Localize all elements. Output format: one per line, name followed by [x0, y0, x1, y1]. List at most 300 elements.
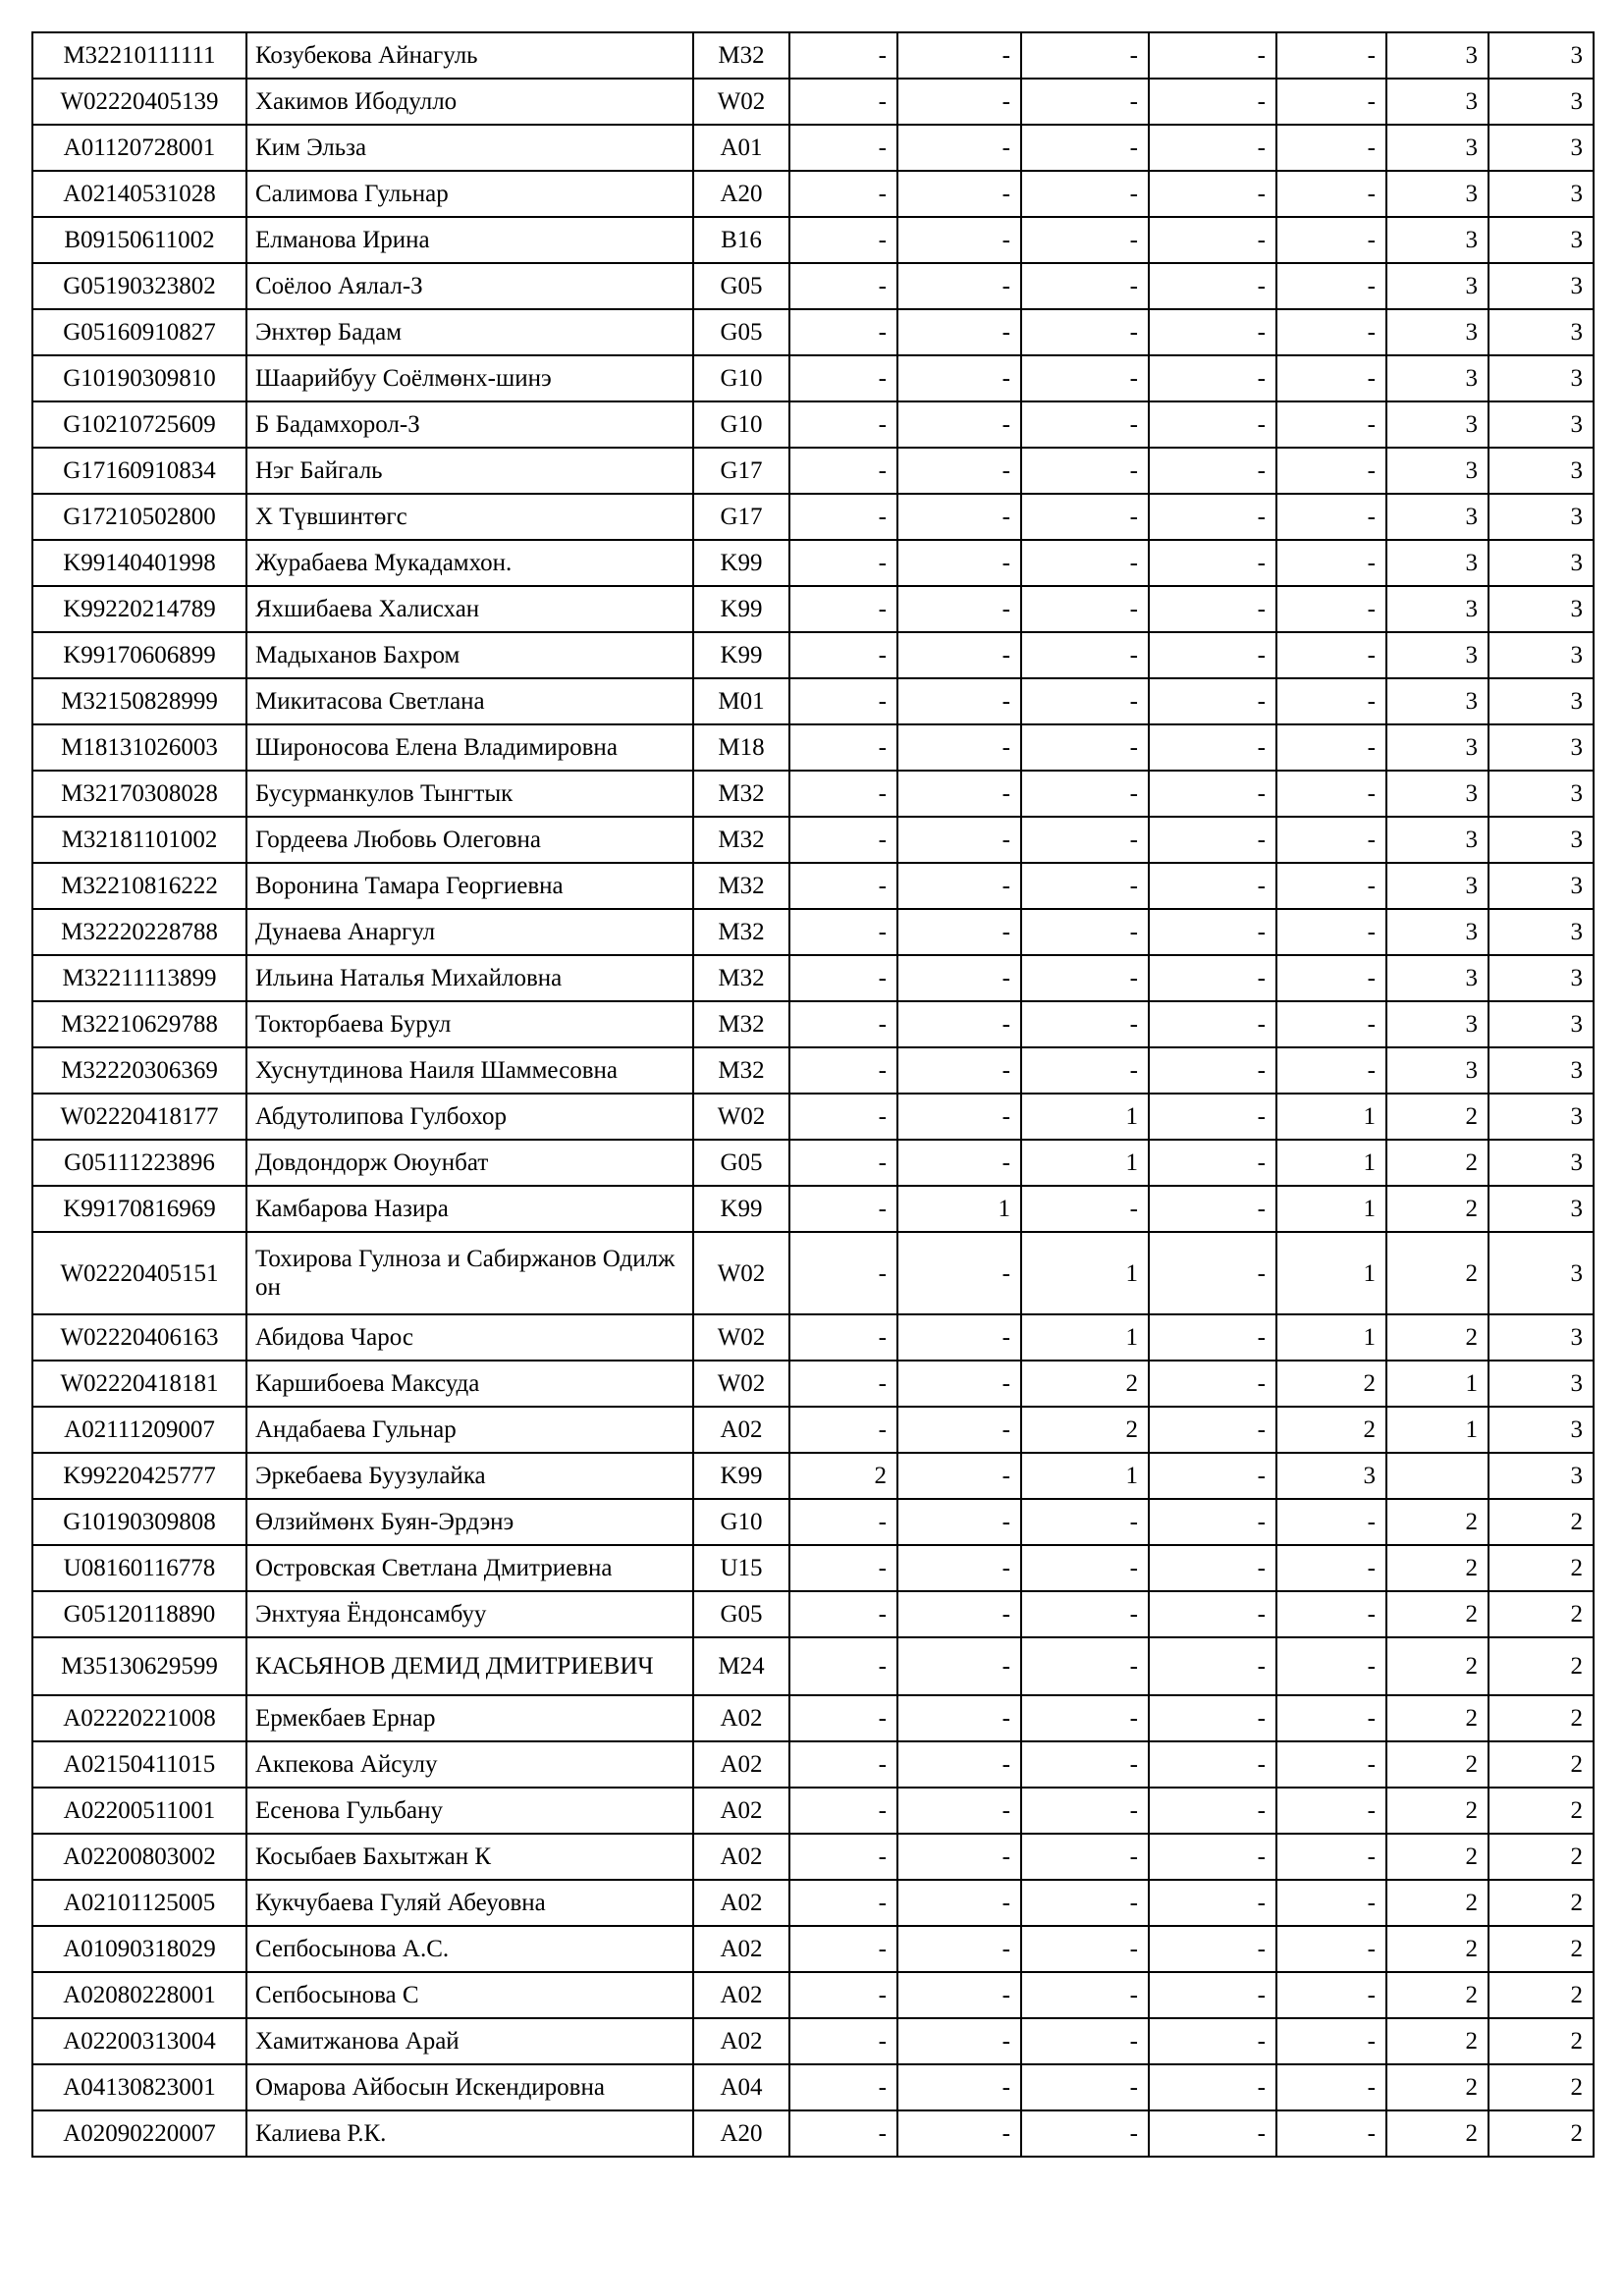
participant-id-cell: A02090220007	[32, 2110, 246, 2157]
participant-name-cell: Абдутолипова Гулбохор	[246, 1094, 693, 1140]
value-cell-1: -	[789, 2110, 897, 2157]
value-cell-1: -	[789, 1140, 897, 1186]
value-cell-3: -	[1021, 863, 1149, 909]
value-cell-3: -	[1021, 309, 1149, 355]
table-row	[32, 1545, 1594, 1591]
category-code-cell: A02	[693, 1695, 789, 1741]
category-code-cell: W02	[693, 79, 789, 125]
table-row	[32, 2064, 1594, 2110]
value-cell-7: 3	[1489, 355, 1594, 401]
value-cell-7: 3	[1489, 724, 1594, 771]
category-code-cell: W02	[693, 1361, 789, 1407]
participants-table	[31, 31, 1595, 2158]
value-cell-1: -	[789, 1926, 897, 1972]
category-code-cell: K99	[693, 586, 789, 632]
participant-id-cell: G10190309810	[32, 355, 246, 401]
value-cell-5: -	[1276, 909, 1386, 955]
value-cell-2: -	[897, 32, 1021, 79]
value-cell-7: 2	[1489, 2064, 1594, 2110]
value-cell-5: -	[1276, 1695, 1386, 1741]
value-cell-4: -	[1149, 2064, 1276, 2110]
value-cell-5: -	[1276, 771, 1386, 817]
participant-name-cell: Каршибоева Максуда	[246, 1361, 693, 1407]
value-cell-1: -	[789, 1972, 897, 2018]
value-cell-6: 1	[1386, 1361, 1489, 1407]
value-cell-4: -	[1149, 355, 1276, 401]
value-cell-7: 2	[1489, 1637, 1594, 1695]
value-cell-6: 2	[1386, 1314, 1489, 1361]
value-cell-7: 3	[1489, 32, 1594, 79]
value-cell-2: -	[897, 263, 1021, 309]
table-row	[32, 1001, 1594, 1047]
value-cell-2: -	[897, 1637, 1021, 1695]
value-cell-1: -	[789, 586, 897, 632]
value-cell-6: 2	[1386, 1186, 1489, 1232]
value-cell-7: 3	[1489, 586, 1594, 632]
value-cell-2: -	[897, 355, 1021, 401]
value-cell-4: -	[1149, 1453, 1276, 1499]
value-cell-5: -	[1276, 1499, 1386, 1545]
value-cell-6: 2	[1386, 1741, 1489, 1788]
value-cell-4: -	[1149, 1314, 1276, 1361]
value-cell-5: -	[1276, 2110, 1386, 2157]
value-cell-1: -	[789, 1880, 897, 1926]
value-cell-4: -	[1149, 1001, 1276, 1047]
value-cell-7: 2	[1489, 1834, 1594, 1880]
value-cell-3: -	[1021, 1545, 1149, 1591]
category-code-cell: A02	[693, 1880, 789, 1926]
value-cell-5: -	[1276, 401, 1386, 448]
value-cell-3: 1	[1021, 1453, 1149, 1499]
table-row	[32, 1834, 1594, 1880]
category-code-cell: A20	[693, 171, 789, 217]
value-cell-1: -	[789, 1788, 897, 1834]
value-cell-3: -	[1021, 1834, 1149, 1880]
value-cell-5: -	[1276, 448, 1386, 494]
participant-name-cell: Салимова Гульнар	[246, 171, 693, 217]
value-cell-5: -	[1276, 79, 1386, 125]
participant-name-cell: Акпекова Айсулу	[246, 1741, 693, 1788]
value-cell-6: 2	[1386, 2110, 1489, 2157]
value-cell-4: -	[1149, 494, 1276, 540]
value-cell-7: 3	[1489, 79, 1594, 125]
value-cell-7: 2	[1489, 1788, 1594, 1834]
value-cell-3: -	[1021, 1591, 1149, 1637]
participant-id-cell: M18131026003	[32, 724, 246, 771]
value-cell-7: 3	[1489, 217, 1594, 263]
value-cell-4: -	[1149, 125, 1276, 171]
value-cell-3: -	[1021, 171, 1149, 217]
value-cell-3: -	[1021, 632, 1149, 678]
participant-id-cell: A01120728001	[32, 125, 246, 171]
value-cell-7: 2	[1489, 2110, 1594, 2157]
value-cell-2: -	[897, 1140, 1021, 1186]
value-cell-1: -	[789, 724, 897, 771]
value-cell-3: -	[1021, 1788, 1149, 1834]
value-cell-5: -	[1276, 1001, 1386, 1047]
category-code-cell: W02	[693, 1094, 789, 1140]
category-code-cell: M32	[693, 1001, 789, 1047]
table-row	[32, 125, 1594, 171]
value-cell-2: -	[897, 1695, 1021, 1741]
value-cell-2: -	[897, 1926, 1021, 1972]
value-cell-2: -	[897, 448, 1021, 494]
value-cell-6: 3	[1386, 263, 1489, 309]
participant-id-cell: M32210816222	[32, 863, 246, 909]
table-row	[32, 1788, 1594, 1834]
table-row	[32, 1591, 1594, 1637]
table-row	[32, 1047, 1594, 1094]
participant-id-cell: G05190323802	[32, 263, 246, 309]
table-row	[32, 586, 1594, 632]
table-row	[32, 355, 1594, 401]
value-cell-2: -	[897, 1047, 1021, 1094]
category-code-cell: W02	[693, 1232, 789, 1314]
value-cell-7: 3	[1489, 401, 1594, 448]
value-cell-1: -	[789, 2018, 897, 2064]
value-cell-5: -	[1276, 817, 1386, 863]
value-cell-6: 3	[1386, 448, 1489, 494]
value-cell-2: -	[897, 1880, 1021, 1926]
value-cell-7: 3	[1489, 171, 1594, 217]
value-cell-4: -	[1149, 1186, 1276, 1232]
value-cell-1: -	[789, 1741, 897, 1788]
participant-name-cell: Микитасова Светлана	[246, 678, 693, 724]
category-code-cell: A02	[693, 1741, 789, 1788]
category-code-cell: G05	[693, 1591, 789, 1637]
value-cell-1: -	[789, 125, 897, 171]
category-code-cell: M32	[693, 32, 789, 79]
value-cell-2: -	[897, 309, 1021, 355]
value-cell-2: -	[897, 863, 1021, 909]
participant-id-cell: A02200803002	[32, 1834, 246, 1880]
value-cell-5: -	[1276, 955, 1386, 1001]
value-cell-4: -	[1149, 401, 1276, 448]
participant-id-cell: A02101125005	[32, 1880, 246, 1926]
value-cell-3: 2	[1021, 1361, 1149, 1407]
value-cell-4: -	[1149, 1047, 1276, 1094]
value-cell-2: -	[897, 955, 1021, 1001]
value-cell-1: -	[789, 2064, 897, 2110]
value-cell-5: 1	[1276, 1314, 1386, 1361]
category-code-cell: G05	[693, 309, 789, 355]
value-cell-1: -	[789, 1637, 897, 1695]
table-row	[32, 1741, 1594, 1788]
participant-name-cell: Шаарийбуу Соёлмөнх-шинэ	[246, 355, 693, 401]
value-cell-1: -	[789, 1407, 897, 1453]
participant-name-cell: Елманова Ирина	[246, 217, 693, 263]
participant-name-cell: Косыбаев Бахытжан К	[246, 1834, 693, 1880]
value-cell-2: -	[897, 1232, 1021, 1314]
value-cell-2: -	[897, 401, 1021, 448]
value-cell-2: -	[897, 494, 1021, 540]
value-cell-4: -	[1149, 217, 1276, 263]
participant-name-cell: Мадыханов Бахром	[246, 632, 693, 678]
participant-id-cell: G17210502800	[32, 494, 246, 540]
value-cell-3: -	[1021, 217, 1149, 263]
table-row	[32, 494, 1594, 540]
value-cell-6: 3	[1386, 309, 1489, 355]
value-cell-7: 2	[1489, 2018, 1594, 2064]
value-cell-2: -	[897, 1314, 1021, 1361]
value-cell-6	[1386, 1453, 1489, 1499]
value-cell-4: -	[1149, 540, 1276, 586]
value-cell-7: 3	[1489, 1407, 1594, 1453]
value-cell-7: 3	[1489, 1186, 1594, 1232]
value-cell-2: -	[897, 1741, 1021, 1788]
value-cell-1: -	[789, 1001, 897, 1047]
value-cell-3: -	[1021, 125, 1149, 171]
participant-id-cell: M32211113899	[32, 955, 246, 1001]
value-cell-4: -	[1149, 1361, 1276, 1407]
value-cell-4: -	[1149, 1591, 1276, 1637]
participant-id-cell: W02220418177	[32, 1094, 246, 1140]
value-cell-6: 2	[1386, 1499, 1489, 1545]
participant-name-cell: Х Түвшинтөгс	[246, 494, 693, 540]
value-cell-7: 3	[1489, 125, 1594, 171]
table-row	[32, 1407, 1594, 1453]
value-cell-7: 3	[1489, 1094, 1594, 1140]
participant-id-cell: A02200313004	[32, 2018, 246, 2064]
value-cell-4: -	[1149, 1232, 1276, 1314]
value-cell-3: -	[1021, 909, 1149, 955]
value-cell-4: -	[1149, 1637, 1276, 1695]
value-cell-1: -	[789, 401, 897, 448]
value-cell-6: 2	[1386, 1094, 1489, 1140]
value-cell-3: -	[1021, 955, 1149, 1001]
participant-id-cell: W02220406163	[32, 1314, 246, 1361]
value-cell-4: -	[1149, 1972, 1276, 2018]
participant-name-cell: Козубекова Айнагуль	[246, 32, 693, 79]
value-cell-6: 3	[1386, 355, 1489, 401]
value-cell-2: -	[897, 817, 1021, 863]
value-cell-6: 3	[1386, 586, 1489, 632]
value-cell-4: -	[1149, 1545, 1276, 1591]
value-cell-1: -	[789, 1695, 897, 1741]
table-row	[32, 2110, 1594, 2157]
participant-id-cell: K99220214789	[32, 586, 246, 632]
participant-name-cell: Тохирова Гулноза и Сабиржанов Одилжон	[246, 1232, 693, 1314]
table-row	[32, 632, 1594, 678]
value-cell-3: -	[1021, 678, 1149, 724]
value-cell-5: -	[1276, 309, 1386, 355]
participant-id-cell: M35130629599	[32, 1637, 246, 1695]
value-cell-7: 2	[1489, 1695, 1594, 1741]
value-cell-1: -	[789, 1545, 897, 1591]
value-cell-4: -	[1149, 1407, 1276, 1453]
value-cell-5: -	[1276, 724, 1386, 771]
value-cell-3: 1	[1021, 1094, 1149, 1140]
value-cell-4: -	[1149, 1926, 1276, 1972]
value-cell-6: 1	[1386, 1407, 1489, 1453]
participant-name-cell: Сепбосынова С	[246, 1972, 693, 2018]
value-cell-3: 1	[1021, 1140, 1149, 1186]
value-cell-2: -	[897, 1361, 1021, 1407]
value-cell-6: 3	[1386, 771, 1489, 817]
table-row	[32, 309, 1594, 355]
participant-id-cell: M32220306369	[32, 1047, 246, 1094]
participant-name-cell: Калиева Р.К.	[246, 2110, 693, 2157]
participant-id-cell: W02220405139	[32, 79, 246, 125]
participant-name-cell: Воронина Тамара Георгиевна	[246, 863, 693, 909]
participant-id-cell: A02111209007	[32, 1407, 246, 1453]
value-cell-6: 3	[1386, 1047, 1489, 1094]
value-cell-5: -	[1276, 1788, 1386, 1834]
category-code-cell: G05	[693, 1140, 789, 1186]
value-cell-7: 2	[1489, 1545, 1594, 1591]
value-cell-5: -	[1276, 1545, 1386, 1591]
value-cell-6: 3	[1386, 32, 1489, 79]
value-cell-6: 2	[1386, 1972, 1489, 2018]
value-cell-3: -	[1021, 1926, 1149, 1972]
table-row	[32, 771, 1594, 817]
participant-name-cell: Камбарова Назира	[246, 1186, 693, 1232]
value-cell-1: -	[789, 79, 897, 125]
value-cell-7: 3	[1489, 263, 1594, 309]
value-cell-4: -	[1149, 632, 1276, 678]
value-cell-5: -	[1276, 632, 1386, 678]
table-row	[32, 1499, 1594, 1545]
value-cell-6: 3	[1386, 401, 1489, 448]
value-cell-1: -	[789, 1186, 897, 1232]
table-row	[32, 263, 1594, 309]
value-cell-7: 3	[1489, 1001, 1594, 1047]
category-code-cell: G17	[693, 494, 789, 540]
participant-id-cell: W02220418181	[32, 1361, 246, 1407]
value-cell-7: 2	[1489, 1591, 1594, 1637]
category-code-cell: M32	[693, 863, 789, 909]
value-cell-7: 2	[1489, 1741, 1594, 1788]
table-row	[32, 1186, 1594, 1232]
category-code-cell: A20	[693, 2110, 789, 2157]
value-cell-2: -	[897, 1001, 1021, 1047]
value-cell-4: -	[1149, 1741, 1276, 1788]
table-row	[32, 1880, 1594, 1926]
value-cell-4: -	[1149, 586, 1276, 632]
value-cell-6: 2	[1386, 1880, 1489, 1926]
category-code-cell: G05	[693, 263, 789, 309]
value-cell-4: -	[1149, 771, 1276, 817]
value-cell-1: -	[789, 863, 897, 909]
value-cell-6: 3	[1386, 678, 1489, 724]
value-cell-1: -	[789, 817, 897, 863]
table-row	[32, 171, 1594, 217]
value-cell-1: -	[789, 632, 897, 678]
table-row	[32, 1972, 1594, 2018]
participant-id-cell: G05111223896	[32, 1140, 246, 1186]
value-cell-4: -	[1149, 863, 1276, 909]
value-cell-5: -	[1276, 32, 1386, 79]
category-code-cell: K99	[693, 1453, 789, 1499]
value-cell-6: 2	[1386, 2064, 1489, 2110]
value-cell-6: 2	[1386, 1788, 1489, 1834]
value-cell-2: -	[897, 909, 1021, 955]
participant-name-cell: Сепбосынова А.С.	[246, 1926, 693, 1972]
category-code-cell: A02	[693, 1972, 789, 2018]
value-cell-3: 1	[1021, 1232, 1149, 1314]
participant-id-cell: M32181101002	[32, 817, 246, 863]
value-cell-2: -	[897, 632, 1021, 678]
table-row	[32, 1140, 1594, 1186]
participant-id-cell: G10190309808	[32, 1499, 246, 1545]
value-cell-6: 3	[1386, 955, 1489, 1001]
value-cell-3: -	[1021, 2018, 1149, 2064]
value-cell-4: -	[1149, 955, 1276, 1001]
participant-name-cell: Хамитжанова Арай	[246, 2018, 693, 2064]
table-row	[32, 909, 1594, 955]
participant-id-cell: A02200511001	[32, 1788, 246, 1834]
value-cell-2: -	[897, 1591, 1021, 1637]
value-cell-5: 3	[1276, 1453, 1386, 1499]
value-cell-3: -	[1021, 2110, 1149, 2157]
value-cell-4: -	[1149, 1094, 1276, 1140]
value-cell-6: 2	[1386, 1834, 1489, 1880]
participant-id-cell: W02220405151	[32, 1232, 246, 1314]
value-cell-5: 1	[1276, 1140, 1386, 1186]
value-cell-6: 3	[1386, 863, 1489, 909]
value-cell-6: 2	[1386, 1140, 1489, 1186]
value-cell-7: 3	[1489, 632, 1594, 678]
value-cell-6: 3	[1386, 171, 1489, 217]
participant-id-cell: A04130823001	[32, 2064, 246, 2110]
category-code-cell: G10	[693, 355, 789, 401]
table-row	[32, 817, 1594, 863]
value-cell-3: -	[1021, 1741, 1149, 1788]
value-cell-5: -	[1276, 171, 1386, 217]
value-cell-4: -	[1149, 1695, 1276, 1741]
value-cell-5: -	[1276, 586, 1386, 632]
participant-name-cell: Абидова Чарос	[246, 1314, 693, 1361]
value-cell-4: -	[1149, 448, 1276, 494]
category-code-cell: U15	[693, 1545, 789, 1591]
value-cell-3: -	[1021, 1880, 1149, 1926]
value-cell-7: 3	[1489, 1314, 1594, 1361]
value-cell-4: -	[1149, 909, 1276, 955]
value-cell-3: -	[1021, 724, 1149, 771]
value-cell-2: -	[897, 1834, 1021, 1880]
value-cell-7: 3	[1489, 1232, 1594, 1314]
value-cell-2: -	[897, 1788, 1021, 1834]
value-cell-1: -	[789, 678, 897, 724]
participant-id-cell: M32210111111	[32, 32, 246, 79]
participant-id-cell: U08160116778	[32, 1545, 246, 1591]
value-cell-6: 2	[1386, 1926, 1489, 1972]
value-cell-2: -	[897, 2110, 1021, 2157]
value-cell-3: -	[1021, 2064, 1149, 2110]
value-cell-7: 3	[1489, 678, 1594, 724]
value-cell-5: 2	[1276, 1361, 1386, 1407]
value-cell-4: -	[1149, 1788, 1276, 1834]
value-cell-5: 1	[1276, 1186, 1386, 1232]
value-cell-5: -	[1276, 1591, 1386, 1637]
category-code-cell: M01	[693, 678, 789, 724]
value-cell-7: 3	[1489, 955, 1594, 1001]
participant-name-cell: Хакимов Ибодулло	[246, 79, 693, 125]
participant-name-cell: Нэг Байгаль	[246, 448, 693, 494]
value-cell-5: 1	[1276, 1094, 1386, 1140]
value-cell-6: 3	[1386, 540, 1489, 586]
value-cell-1: -	[789, 771, 897, 817]
value-cell-5: -	[1276, 1880, 1386, 1926]
value-cell-1: -	[789, 1314, 897, 1361]
participant-id-cell: G05160910827	[32, 309, 246, 355]
category-code-cell: G10	[693, 401, 789, 448]
value-cell-7: 3	[1489, 817, 1594, 863]
category-code-cell: A01	[693, 125, 789, 171]
value-cell-4: -	[1149, 2110, 1276, 2157]
value-cell-2: -	[897, 79, 1021, 125]
table-row	[32, 1453, 1594, 1499]
